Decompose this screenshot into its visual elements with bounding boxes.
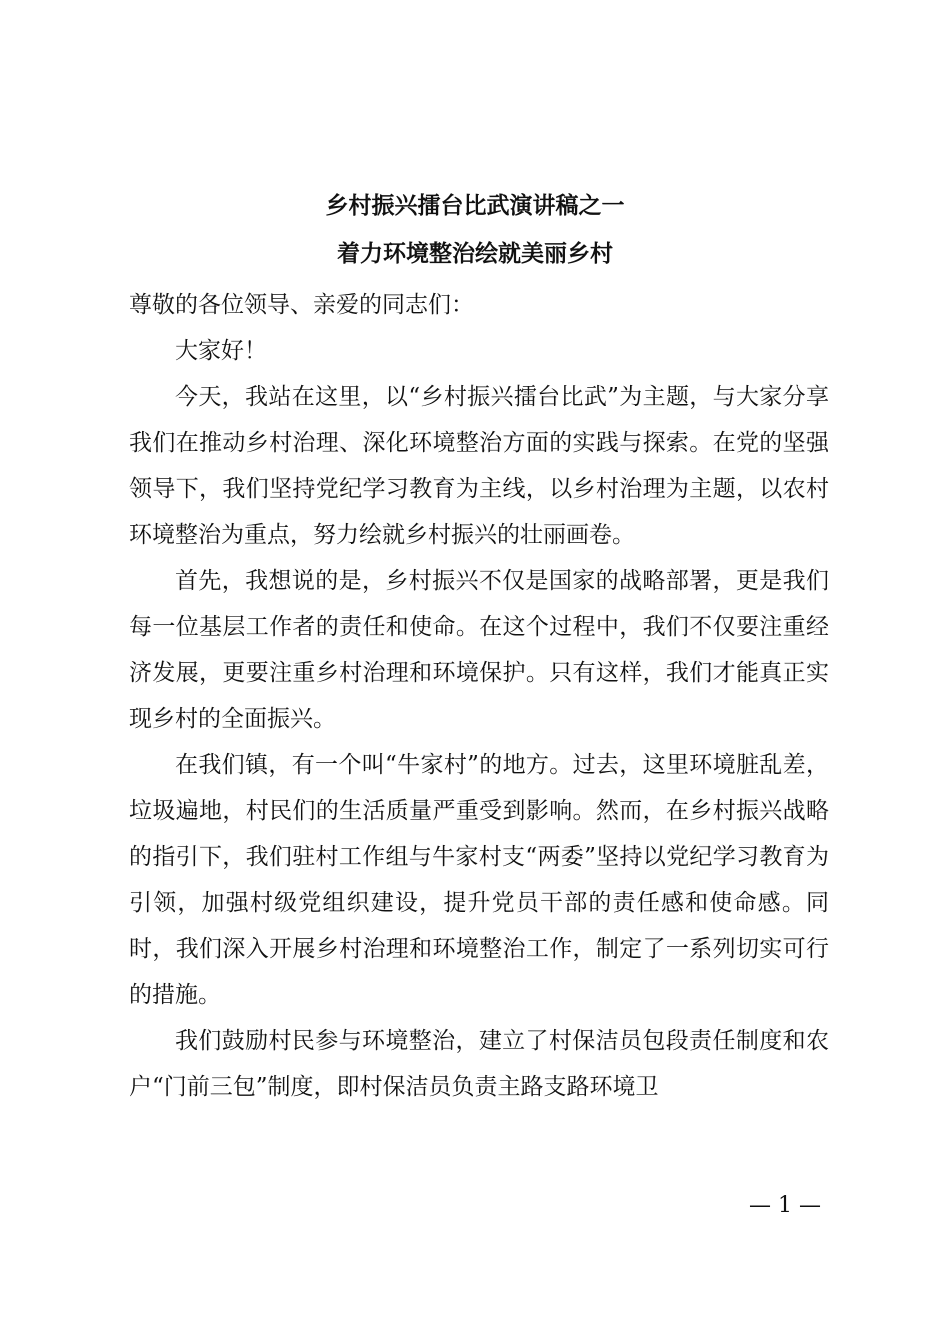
paragraph-greeting: 大家好！	[175, 338, 267, 364]
title-line-2: 着力环境整治绘就美丽乡村	[337, 240, 613, 267]
paragraph-mission: 首先，我想说的是，乡村振兴不仅是国家的战略部署，更是我们每一位基层工作者的责任和使命。在这个过程中，我们不仅要注重经济发展，更要注重乡村治理和环境保护。只有这样，我们才能真正实现乡村的全面振兴。	[129, 568, 829, 732]
paragraph-intro: 今天，我站在这里，以“乡村振兴擂台比武”为主题，与大家分享我们在推动乡村治理、深化环境整治方面的实践与探索。在党的坚强领导下，我们坚持党纪学习教育为主线，以乡村治理为主题，以农村环境整治为重点，努力绘就乡村振兴的壮丽画卷。	[129, 384, 829, 548]
paragraph-village-story: 在我们镇，有一个叫“牛家村”的地方。过去，这里环境脏乱差，垃圾遍地，村民们的生活质量严重受到影响。然而，在乡村振兴战略的指引下，我们驻村工作组与牛家村支“两委”坚持以党纪学习教育为引领，加强村级党组织建设，提升党员干部的责任感和使命感。同时，我们深入开展乡村治理和环境整治工作，制定了一系列切实可行的措施。	[129, 752, 829, 1008]
title-line-1: 乡村振兴擂台比武演讲稿之一	[325, 192, 625, 219]
paragraph-measures: 我们鼓励村民参与环境整治，建立了村保洁员包段责任制度和农户“门前三包”制度，即村保洁员负责主路支路环境卫	[129, 1028, 829, 1100]
salutation: 尊敬的各位领导、亲爱的同志们：	[129, 292, 474, 318]
document-body	[129, 282, 829, 1110]
page-number: — 1 —	[749, 1193, 821, 1218]
